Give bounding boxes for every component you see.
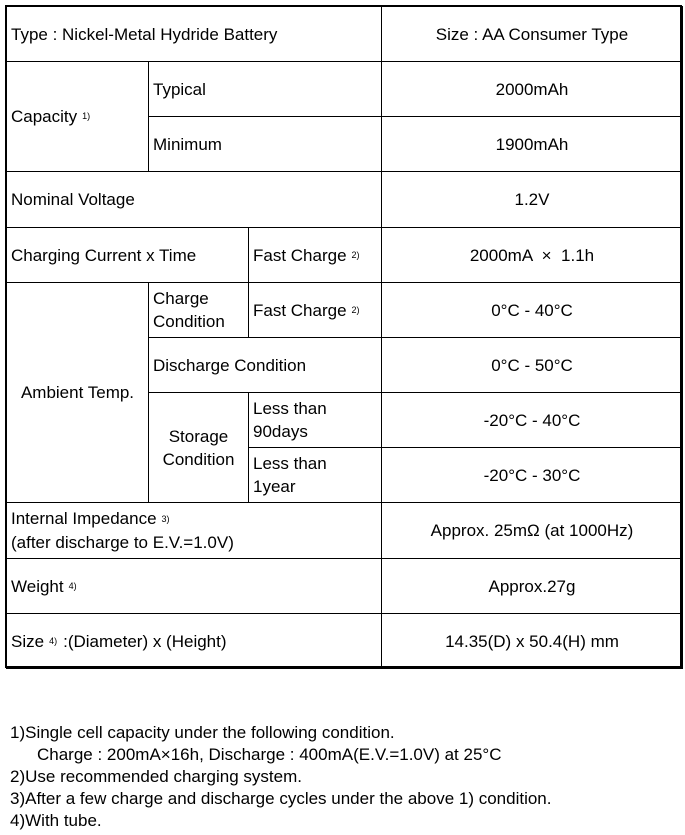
cell-text: 14.35(D) x 50.4(H) mm: [445, 631, 619, 651]
cell-text: Fast Charge: [253, 300, 347, 320]
impedance-label: [6, 502, 382, 559]
cell-text: Approx. 25mΩ (at 1000Hz): [430, 521, 634, 540]
minimum-label: [148, 116, 382, 172]
cell-text: 0°C - 40°C: [491, 300, 573, 320]
cell-text: 2): [351, 249, 360, 260]
ambient-label: [6, 282, 149, 503]
cell-text: Size : AA Consumer Type: [435, 24, 629, 44]
cell-text: Less than 90days: [253, 399, 327, 441]
cell-text: Weight: [11, 576, 64, 596]
cell-text: 1900mAh: [495, 134, 569, 154]
cell-text: Approx.27g: [488, 576, 576, 596]
cell-text: Nominal Voltage: [11, 190, 135, 209]
cell-text: 0°C - 50°C: [491, 355, 573, 375]
cell-text: Size: [11, 631, 45, 651]
cell-text: 2): [351, 304, 360, 315]
less-than-1year-value: [381, 447, 683, 503]
cell-text: Capacity: [11, 107, 78, 126]
cell-text: Type : Nickel-Metal Hydride Battery: [11, 24, 278, 44]
less-than-90days-value: [381, 392, 683, 448]
cell-text: Internal Impedance: [11, 508, 157, 528]
less-than-1year-label: [248, 447, 382, 503]
note-4: 4)With tube.: [10, 811, 102, 830]
cell-text: Fast Charge: [253, 245, 347, 265]
note-1-detail: Charge : 200mA×16h, Discharge : 400mA(E.V.=1.0V) at 25°C: [37, 745, 502, 764]
typical-value: [381, 61, 683, 117]
charge-condition-value: [381, 282, 683, 338]
cell-text: 4): [49, 635, 58, 646]
note-2: 2)Use recommended charging system.: [10, 767, 302, 786]
charging-label: [6, 227, 249, 283]
discharge-condition-label: [148, 337, 382, 393]
cell-text: 2000mA × 1.1h: [469, 245, 595, 265]
cell-text: Storage Condition: [162, 426, 235, 469]
cell-text: 1): [82, 111, 91, 121]
cell-text: Discharge Condition: [153, 355, 307, 375]
cell-text: Ambient Temp.: [20, 383, 135, 402]
cell-text: (after discharge to E.V.=1.0V): [11, 533, 234, 552]
cell-text: 1.2V: [514, 190, 550, 209]
size-cell: [381, 6, 683, 62]
capacity-label: [6, 61, 149, 172]
less-than-90days-label: [248, 392, 382, 448]
nominal-label: [6, 171, 382, 228]
size-value: [381, 613, 683, 669]
typical-label: [148, 61, 382, 117]
cell-text: Charge Condition: [153, 289, 225, 331]
cell-text: Charging Current x Time: [11, 245, 197, 265]
minimum-value: [381, 116, 683, 172]
nominal-value: [381, 171, 683, 228]
cell-text: -20°C - 30°C: [483, 465, 581, 485]
weight-label: [6, 558, 382, 614]
note-3: 3)After a few charge and discharge cycles under the above 1) condition.: [10, 789, 552, 808]
charging-value: [381, 227, 683, 283]
note-1: 1)Single cell capacity under the following condition.: [10, 723, 395, 742]
cell-text: Minimum: [153, 134, 222, 154]
storage-condition-label: [148, 392, 249, 503]
fast-charge-label-2: [248, 282, 382, 338]
type-cell: [6, 6, 382, 62]
discharge-condition-value: [381, 337, 683, 393]
cell-text: 4): [68, 580, 77, 591]
cell-text: [11, 507, 234, 554]
fast-charge-label: [248, 227, 382, 283]
cell-text: -20°C - 40°C: [483, 410, 581, 430]
charge-condition-label: [148, 282, 249, 338]
cell-text: Less than 1year: [253, 454, 327, 496]
footnotes: [10, 722, 552, 832]
cell-text: Typical: [153, 79, 206, 99]
cell-text: :(Diameter) x (Height): [63, 631, 227, 651]
size-label: [6, 613, 382, 669]
impedance-value: [381, 502, 683, 559]
weight-value: [381, 558, 683, 614]
cell-text: 3): [161, 514, 170, 524]
cell-text: 2000mAh: [495, 79, 569, 99]
